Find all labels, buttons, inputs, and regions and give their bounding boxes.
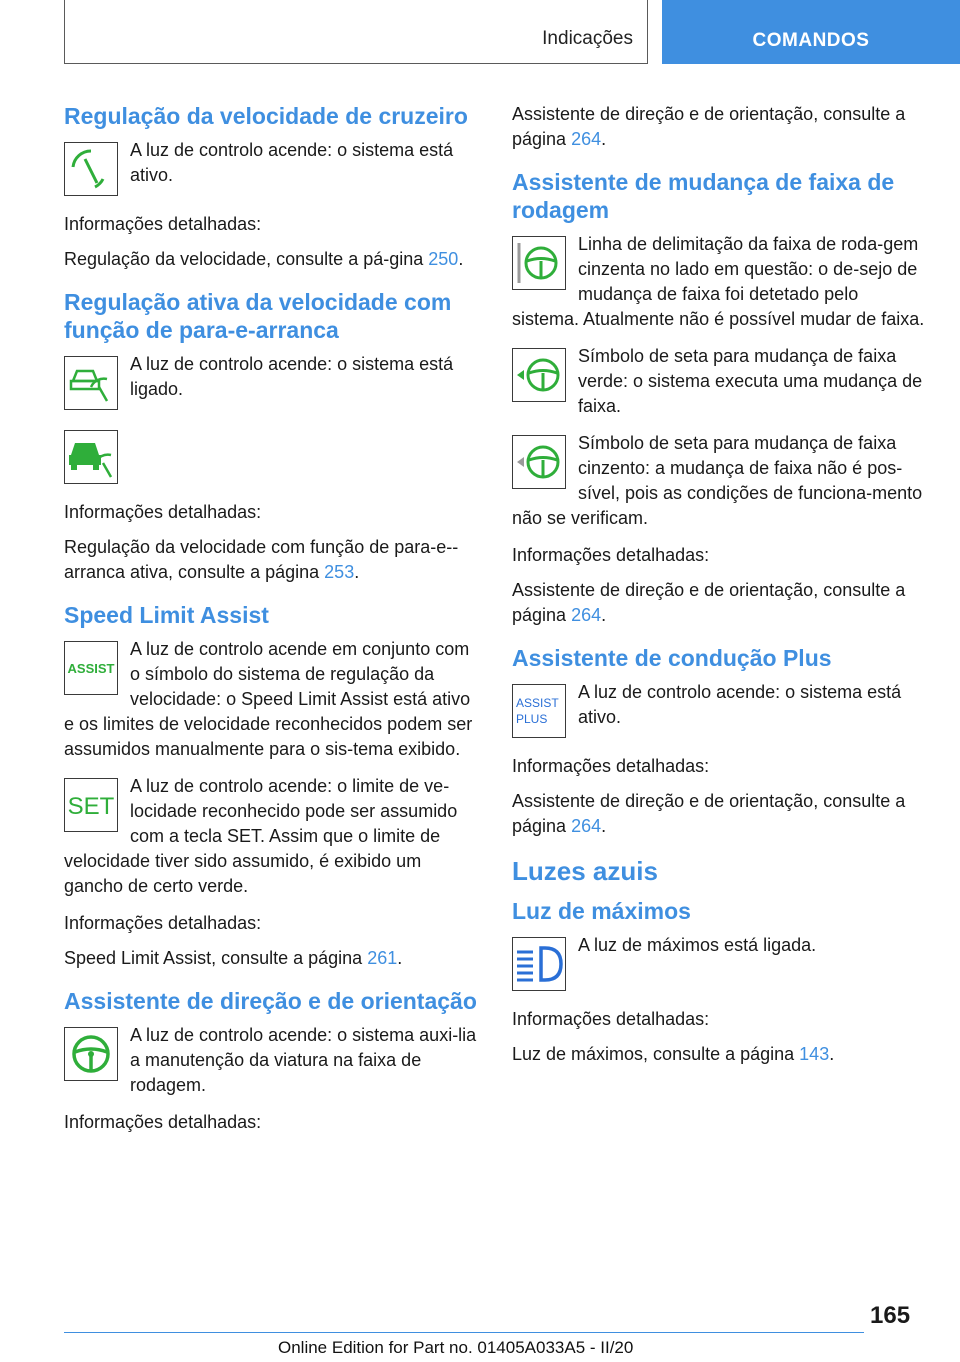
indicator-text: A luz de controlo acende: o limite de ve-locidade reconhecido pode ser assumido com a tecla SET. Assim que o limite de velocidade tiver sido assumido, é exibido um gancho de certo verde. [64,776,458,896]
indicator-item [64,352,482,414]
left-column [64,102,482,1151]
section-speed-limit-assist [64,601,482,971]
indicator-text: A luz de controlo acende: o sistema está ativo. [578,682,902,727]
indicator-text: A luz de controlo acende: o sistema auxi-lia a manutenção da viatura na faixa de rodagem. [130,1025,477,1095]
indicator-item [512,431,930,531]
svg-text:PLUS: PLUS [516,712,548,726]
section-title: Speed Limit Assist [64,602,269,628]
reference-text: Speed Limit Assist, consulte a página 261. [64,948,403,968]
header-chapter-tab[interactable] [662,0,960,64]
details-label: Informações detalhadas: [512,1009,710,1029]
header-section-label: Indicações [542,28,633,49]
set-icon [64,778,118,832]
svg-text:ASSIST: ASSIST [67,661,115,676]
page-link[interactable]: 250 [428,249,459,269]
chapter-heading: Luzes azuis [512,856,658,886]
section-title: Assistente de direção e de orientação [64,988,477,1014]
assist-plus-icon [512,684,566,738]
indicator-item [512,680,930,742]
section-title: Assistente de mudança de faixa de rodagem [512,169,895,223]
section-high-beam [512,897,930,1067]
indicator-text: A luz de controlo acende: o sistema está ligado. [130,354,454,399]
header-chapter-label: COMANDOS [752,30,870,51]
section-title: Luz de máximos [512,898,691,924]
indicator-text: Símbolo de seta para mudança de faixa verde: o sistema executa uma mudança de faixa. [578,346,923,416]
cruise-control-icon [64,142,118,196]
details-label: Informações detalhadas: [512,545,710,565]
page-link[interactable]: 264 [571,129,602,149]
footer-edition: Online Edition for Part no. 01405A033A5 - II/20 [278,1338,634,1357]
details-label: Informações detalhadas: [512,756,710,776]
lane-change-arrow-green-icon [512,348,566,402]
details-label: Informações detalhadas: [64,502,262,522]
indicator-item [64,426,482,488]
indicator-item [64,774,482,899]
page-link[interactable]: 264 [571,605,602,625]
page-number: 165 [870,1302,911,1329]
reference-text: Assistente de direção e de orientação, consulte a página 264. [512,791,906,836]
active-cruise-icon [64,356,118,410]
section-title: Assistente de condução Plus [512,645,832,671]
indicator-text: A luz de controlo acende em conjunto com o símbolo do sistema de regulação da velocidade: o Speed Limit Assist está ativo e os limites de velocidade reconhecidos podem ser assumidos manualmente para o sis-tema exibido. [64,639,473,759]
svg-text:SET: SET [67,793,115,820]
section-blue-lights [512,855,930,887]
section-title: Regulação da velocidade de cruzeiro [64,103,468,129]
right-column [512,102,930,1083]
section-cruise-control [64,102,482,272]
section-active-cruise [64,288,482,585]
active-cruise-vehicle-icon [64,430,118,484]
indicator-item [64,1023,482,1098]
reference-text: Regulação da velocidade com função de para-e--arranca ativa, consulte a página 253. [64,537,459,582]
section-lane-change-assistant [512,168,930,628]
indicator-item [64,138,482,200]
page-link[interactable]: 143 [799,1044,830,1064]
details-label: Informações detalhadas: [64,913,262,933]
indicator-item [512,933,930,995]
steering-wheel-icon [64,1027,118,1081]
indicator-item [512,344,930,419]
indicator-text: A luz de máximos está ligada. [578,935,817,955]
reference-text: Assistente de direção e de orientação, consulte a página 264. [512,104,906,149]
section-driving-assistant-plus [512,644,930,839]
page-link[interactable]: 264 [571,816,602,836]
section-steering-assistant [64,987,482,1135]
reference-text: Assistente de direção e de orientação, consulte a página 264. [512,580,906,625]
high-beam-icon [512,937,566,991]
assist-icon [64,641,118,695]
page-link[interactable]: 261 [367,948,398,968]
details-label: Informações detalhadas: [64,1112,262,1132]
details-label: Informações detalhadas: [64,214,262,234]
reference-text: Luz de máximos, consulte a página 143. [512,1044,835,1064]
svg-text:ASSIST: ASSIST [516,696,559,710]
lane-change-arrow-gray-icon [512,435,566,489]
lane-line-steering-icon [512,236,566,290]
page-link[interactable]: 253 [324,562,355,582]
footer-divider [64,1332,864,1333]
indicator-text: Símbolo de seta para mudança de faixa cinzento: a mudança de faixa não é pos-sível, pois as condições de funciona-mento não se verificam. [512,433,923,528]
indicator-item [64,637,482,762]
indicator-text: Linha de delimitação da faixa de roda-gem cinzenta no lado em questão: o de-sejo de mudança de faixa foi detetado pelo sistema. Atualmente não é possível mudar de faixa. [512,234,925,329]
indicator-item [512,232,930,332]
header-section-box [64,0,648,64]
indicator-text: A luz de controlo acende: o sistema está ativo. [130,140,454,185]
section-continuation [512,102,930,152]
reference-text: Regulação da velocidade, consulte a pá-gina 250. [64,249,464,269]
section-title: Regulação ativa da velocidade com função de para-e-arranca [64,289,452,343]
